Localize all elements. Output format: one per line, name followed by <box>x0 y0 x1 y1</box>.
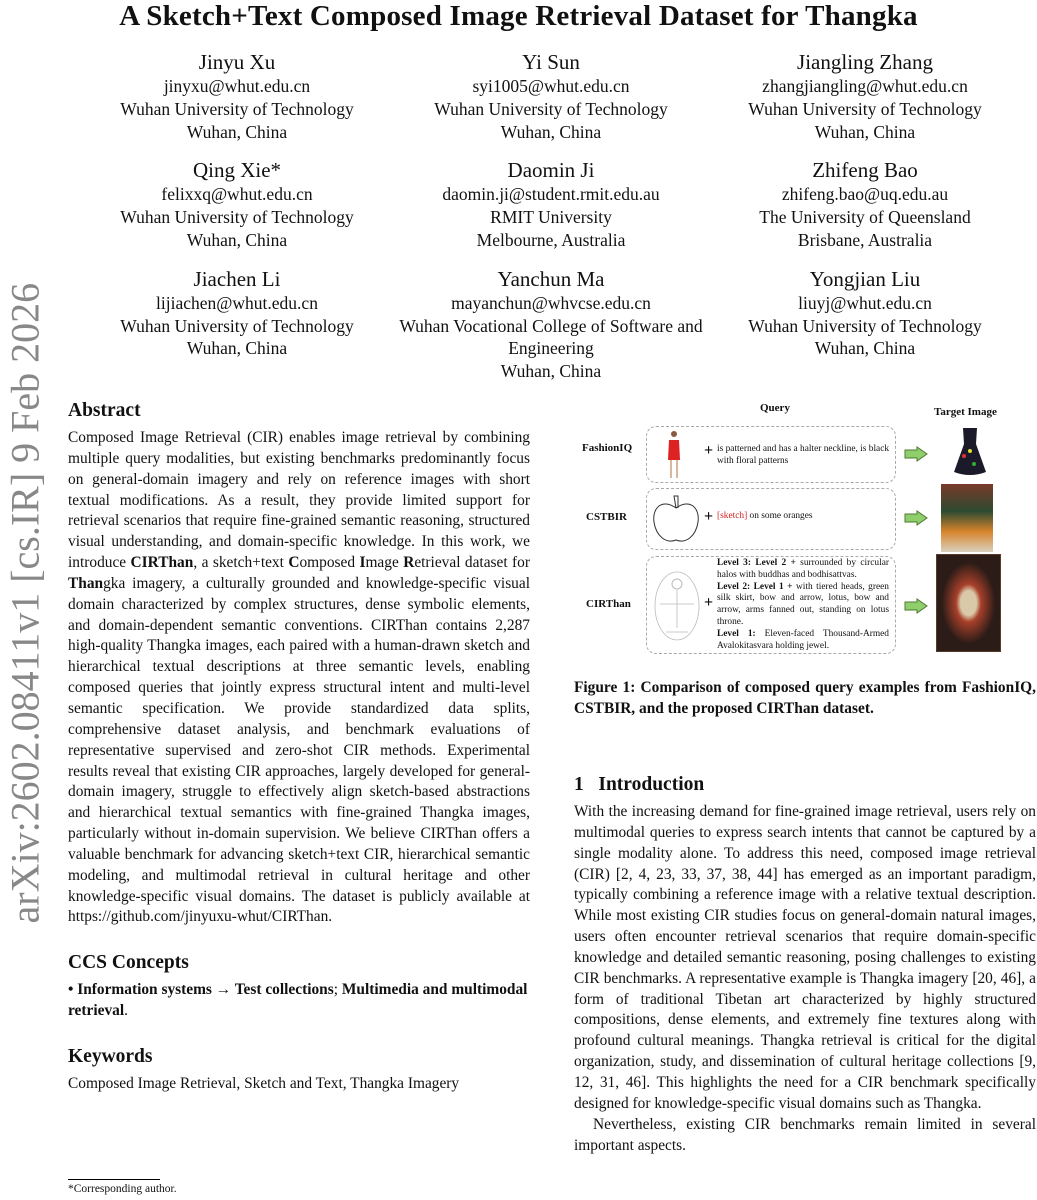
row-label-fashioniq: FashionIQ <box>582 442 633 454</box>
author-name: Jiangling Zhang <box>797 50 933 74</box>
left-column <box>68 398 530 1095</box>
author-location: Brisbane, Australia <box>797 229 933 250</box>
author-location: Melbourne, Australia <box>476 229 626 250</box>
keywords-heading: Keywords <box>68 1045 153 1067</box>
author-name: Yongjian Liu <box>809 266 921 291</box>
author-location: Wuhan, China <box>186 229 288 250</box>
author-block <box>394 266 708 383</box>
author-location: Wuhan, China <box>500 361 602 382</box>
author-block <box>80 157 394 251</box>
arrow-icon <box>904 446 928 462</box>
plus-icon: + <box>704 508 714 525</box>
author-name: Qing Xie* <box>192 158 282 183</box>
author-affiliation: Wuhan Vocational College of Software and Engineering <box>399 315 703 359</box>
abstract-text: Composed Image Retrieval (CIR) enables image retrieval by combining multiple query modalities, but existing benchmarks predominantly focus on general-domain imagery and rely on reference images with short textual modifications. As a result, they provide limited support for retrieval scenarios that require fine-grained semantic reasoning, structured visual understanding, and domain-specific knowledge. In this work, we introduce CIRThan, a sketch+text Composed Image Retrieval dataset for Thangka imagery, a culturally grounded and knowledge-specific visual domain characterized by complex structures, dense symbolic elements, and domain-dependent semantic conventions. CIRThan contains 2,287 high-quality Thangka images, each paired with a human-drawn sketch and hierarchical textual descriptions at three semantic levels, enabling composed queries that jointly express structural intent and multi-level semantic specification. We provide standardized data splits, comprehensive dataset analysis, and benchmark evaluations of representative supervised and zero-shot CIR methods. Experimental results reveal that existing CIR approaches, largely developed for general-domain imagery, struggle to effectively align sketch-based abstractions and hierarchical textual semantics with fine-grained Thangka images, particularly without in-domain supervision. We believe CIRThan offers a valuable benchmark for advancing sketch+text CIR, hierarchical semantic modeling, and multimodal retrieval in cultural heritage and other knowledge-specific visual domains. The dataset is publicly available at https://github.com/jinyuxu-whut/CIRThan. <box>68 429 530 926</box>
author-affiliation: Wuhan University of Technology <box>120 207 354 228</box>
author-name: Zhifeng Bao <box>812 158 918 183</box>
row-label-cstbir: CSTBIR <box>586 511 627 523</box>
plus-icon: + <box>704 442 714 459</box>
author-affiliation: Wuhan University of Technology <box>748 98 982 119</box>
author-location: Wuhan, China <box>814 338 916 359</box>
author-email: felixxq@whut.edu.cn <box>161 184 313 205</box>
author-name: Daomin Ji <box>507 158 595 183</box>
author-email: liuyj@whut.edu.cn <box>798 292 932 313</box>
cstbir-text: [sketch] on some oranges <box>717 511 813 521</box>
footnote: *Corresponding author. <box>68 1183 177 1195</box>
footnote-rule <box>68 1179 160 1180</box>
author-email: daomin.ji@student.rmit.edu.au <box>442 184 660 205</box>
author-email: zhifeng.bao@uq.edu.au <box>781 184 949 205</box>
author-affiliation: The University of Queensland <box>759 207 971 228</box>
thangka-sketch-image <box>652 568 702 648</box>
figure-1 <box>574 398 1036 660</box>
keywords-text: Composed Image Retrieval, Sketch and Text, Thangka Imagery <box>68 1074 460 1092</box>
author-name: Yi Sun <box>522 50 580 74</box>
red-dress-image <box>664 430 684 480</box>
author-affiliation: Wuhan University of Technology <box>748 315 982 336</box>
author-location: Wuhan, China <box>186 338 288 359</box>
author-email: zhangjiangling@whut.edu.cn <box>762 76 968 96</box>
author-name: Jiachen Li <box>193 266 281 291</box>
author-block <box>394 157 708 251</box>
author-name: Jinyu Xu <box>198 50 276 74</box>
abstract-heading: Abstract <box>68 400 141 421</box>
ccs-text: • Information systems → Test collections; Multimedia and multimodal retrieval. <box>68 981 528 1020</box>
ccs-heading: CCS Concepts <box>68 952 189 974</box>
arxiv-stamp: arXiv:2602.08411v1 [cs.IR] 9 Feb 2026 <box>2 282 48 924</box>
figure-caption: Figure 1: Comparison of composed query examples from FashionIQ, CSTBIR, and the proposed CIRThan dataset. <box>574 679 1036 717</box>
row-label-cirthan: CIRThan <box>586 598 631 610</box>
introduction-heading: 1 Introduction <box>574 774 705 795</box>
apple-sketch-image <box>650 494 702 546</box>
author-email: mayanchun@whvcse.edu.cn <box>451 292 651 313</box>
author-list <box>80 49 1023 383</box>
author-block <box>708 157 1022 251</box>
fashioniq-text: is patterned and has a halter neckline, is black with floral patterns <box>717 444 890 466</box>
arrow-icon <box>904 510 928 526</box>
author-name: Yanchun Ma <box>497 266 605 291</box>
intro-paragraph-1: With the increasing demand for fine-grained image retrieval, users rely on multimodal queries to express search intents that cannot be captured by a single modality alone. To address this need, composed image retrieval (CIR) [2, 4, 23, 33, 37, 38, 44] has emerged as an important paradigm, typically combining a reference image with a relative textual description. While most existing CIR studies focus on general-domain natural images, users often encounter retrieval scenarios that require domain-specific knowledge and detailed semantic reasoning, posing challenges to existing CIR benchmarks. A representative example is Thangka imagery [20, 46], a form of traditional Tibetan art characterized by highly structured compositions, dense elements, and extremely fine textures along with profound cultural meanings. Thangka retrieval is critical for the digital organization, study, and dissemination of cultural heritage collections [9, 12, 31, 46]. This highlights the need for a CIR benchmark specifically designed for knowledge-specific visual domains such as Thangka. <box>574 803 1036 1112</box>
author-affiliation: RMIT University <box>490 207 612 228</box>
paper-title: A Sketch+Text Composed Image Retrieval Dataset for Thangka <box>119 0 918 32</box>
author-block <box>80 266 394 383</box>
right-column <box>574 772 1036 1156</box>
author-block <box>80 49 394 143</box>
author-location: Wuhan, China <box>500 121 602 142</box>
author-email: jinyxu@whut.edu.cn <box>163 76 311 96</box>
oranges-image <box>941 484 993 552</box>
author-block <box>708 266 1022 383</box>
cirthan-text: Level 3: Level 2 + surrounded by circular halos with buddhas and bodhisattvas. Level 2: Level 1 + with tiered heads, green silk skirt, bow and arrow, lotus, bow and arrow, arms fanned out, standing on lotus throne. Level 1: Eleven-faced Thousand-Armed Avalokitasvara holding jewel. <box>717 558 889 651</box>
author-email: lijiachen@whut.edu.cn <box>156 292 318 313</box>
black-dress-image <box>952 426 988 478</box>
thangka-target-image <box>936 554 1001 652</box>
author-email: syi1005@whut.edu.cn <box>472 76 630 96</box>
author-affiliation: Wuhan University of Technology <box>120 98 354 119</box>
arrow-icon <box>904 598 928 614</box>
author-block <box>394 49 708 143</box>
intro-paragraph-2: Nevertheless, existing CIR benchmarks remain limited in several important aspects. <box>574 1115 1036 1154</box>
target-image-label: Target Image <box>934 406 997 418</box>
query-label: Query <box>760 402 790 414</box>
plus-icon: + <box>704 594 714 611</box>
author-affiliation: Wuhan University of Technology <box>120 315 354 336</box>
author-location: Wuhan, China <box>186 121 288 142</box>
author-block <box>708 49 1022 143</box>
author-affiliation: Wuhan University of Technology <box>434 98 668 119</box>
author-location: Wuhan, China <box>814 121 916 142</box>
